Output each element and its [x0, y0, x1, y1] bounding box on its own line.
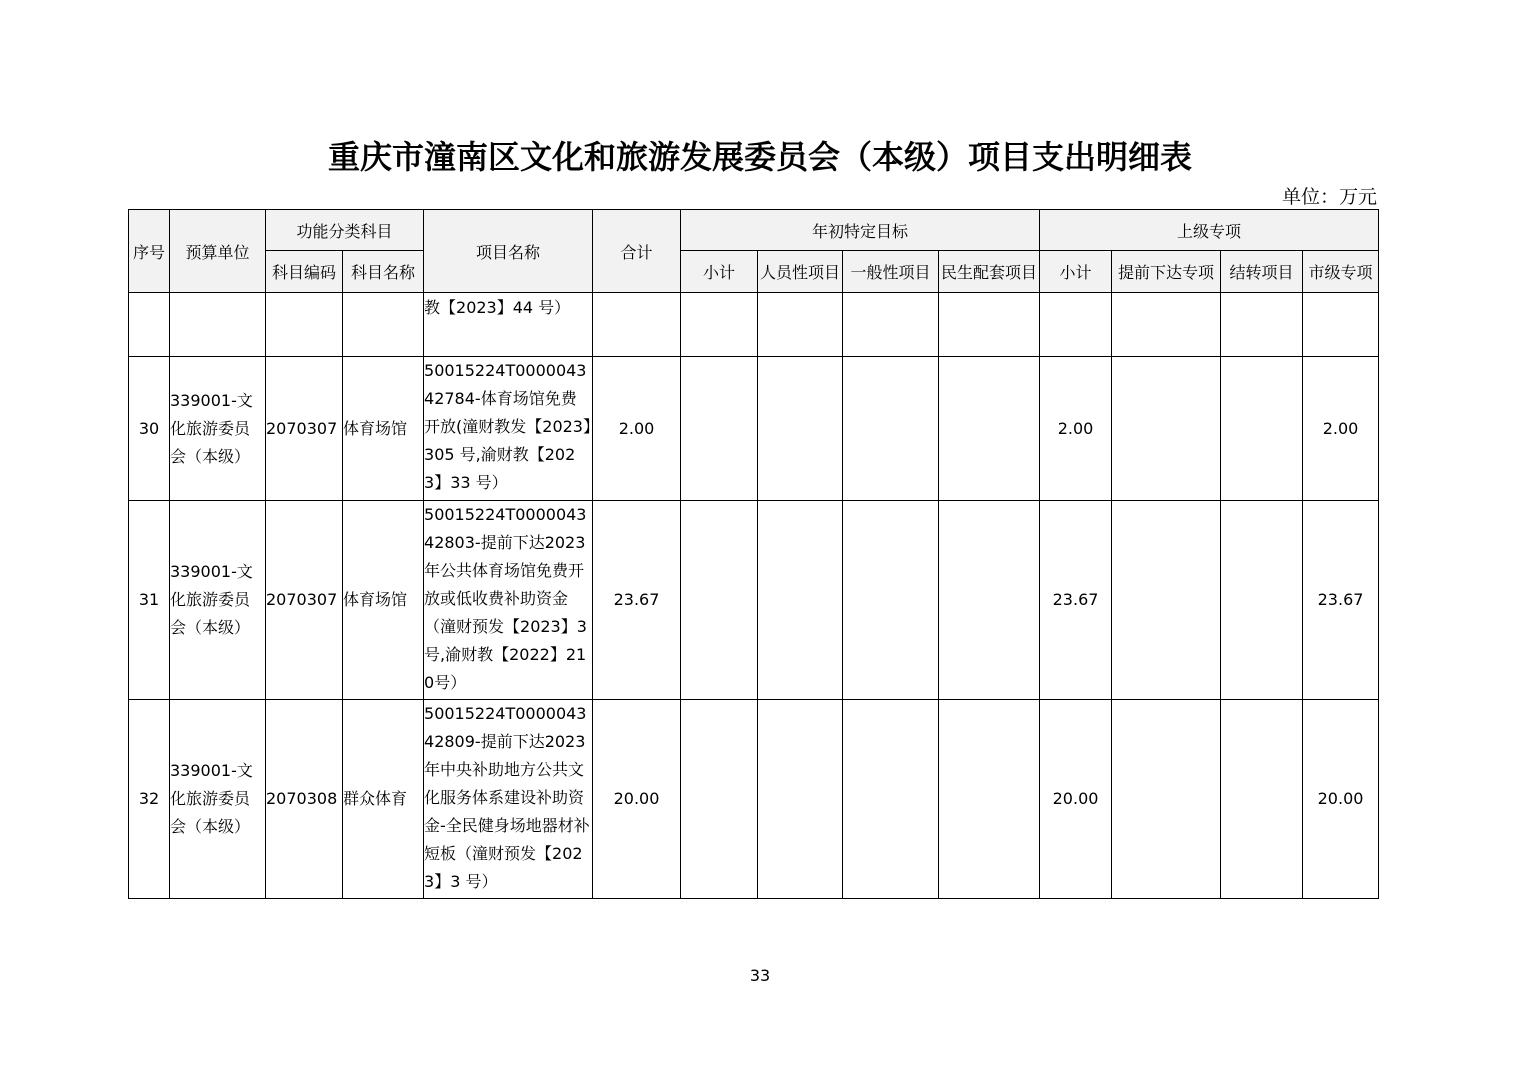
cell-municipal: 20.00 [1303, 700, 1379, 899]
cell-personnel [758, 357, 843, 501]
project-expenditure-table [128, 209, 1379, 899]
cell-annual-subtotal [681, 357, 758, 501]
cell-unit [170, 293, 266, 357]
header-seq: 序号 [129, 210, 170, 293]
cell-livelihood [939, 293, 1040, 357]
page-title: 重庆市潼南区文化和旅游发展委员会（本级）项目支出明细表 [327, 138, 1192, 176]
cell-advance [1112, 357, 1221, 501]
cell-total: 2.00 [593, 357, 681, 501]
header-func-category: 功能分类科目 [266, 210, 424, 251]
cell-superior-subtotal: 23.67 [1040, 501, 1112, 700]
cell-advance [1112, 293, 1221, 357]
cell-project-name: 50015224T000004342809-提前下达2023年中央补助地方公共文化服务体系建设补助资金-全民健身场地器材补短板（潼财预发【2023】3 号） [424, 700, 593, 899]
cell-municipal: 2.00 [1303, 357, 1379, 501]
header-total: 合计 [593, 210, 681, 293]
header-advance: 提前下达专项 [1112, 251, 1221, 293]
table-row [129, 357, 1379, 501]
cell-advance [1112, 501, 1221, 700]
cell-subject: 体育场馆 [343, 357, 424, 501]
header-municipal: 市级专项 [1303, 251, 1379, 293]
cell-code [266, 293, 343, 357]
header-project-name: 项目名称 [424, 210, 593, 293]
cell-unit: 339001-文化旅游委员会（本级） [170, 501, 266, 700]
cell-municipal [1303, 293, 1379, 357]
cell-carryover [1221, 357, 1303, 501]
cell-code: 2070307 [266, 357, 343, 501]
cell-carryover [1221, 293, 1303, 357]
cell-project-name: 教【2023】44 号） [424, 293, 593, 357]
cell-total: 20.00 [593, 700, 681, 899]
header-subject-name: 科目名称 [343, 251, 424, 293]
cell-personnel [758, 293, 843, 357]
cell-municipal: 23.67 [1303, 501, 1379, 700]
header-carryover: 结转项目 [1221, 251, 1303, 293]
cell-general [843, 293, 939, 357]
cell-personnel [758, 501, 843, 700]
cell-general [843, 501, 939, 700]
cell-total [593, 293, 681, 357]
page-number: 33 [749, 966, 771, 985]
header-personnel: 人员性项目 [758, 251, 843, 293]
cell-subject: 群众体育 [343, 700, 424, 899]
header-annual-target: 年初特定目标 [681, 210, 1040, 251]
cell-livelihood [939, 700, 1040, 899]
header-general: 一般性项目 [843, 251, 939, 293]
header-superior-subtotal: 小计 [1040, 251, 1112, 293]
cell-unit: 339001-文化旅游委员会（本级） [170, 357, 266, 501]
cell-code: 2070307 [266, 501, 343, 700]
cell-code: 2070308 [266, 700, 343, 899]
cell-annual-subtotal [681, 501, 758, 700]
header-superior: 上级专项 [1040, 210, 1379, 251]
cell-annual-subtotal [681, 700, 758, 899]
cell-personnel [758, 700, 843, 899]
cell-unit: 339001-文化旅游委员会（本级） [170, 700, 266, 899]
table-row [129, 700, 1379, 899]
cell-superior-subtotal: 20.00 [1040, 700, 1112, 899]
cell-subject [343, 293, 424, 357]
cell-livelihood [939, 357, 1040, 501]
cell-superior-subtotal: 2.00 [1040, 357, 1112, 501]
header-annual-subtotal: 小计 [681, 251, 758, 293]
table-row [129, 293, 1379, 357]
header-subject-code: 科目编码 [266, 251, 343, 293]
cell-general [843, 700, 939, 899]
cell-carryover [1221, 700, 1303, 899]
cell-project-name: 50015224T000004342784-体育场馆免费开放(潼财教发【2023】305 号,渝财教【2023】33 号） [424, 357, 593, 501]
cell-seq: 30 [129, 357, 170, 501]
cell-total: 23.67 [593, 501, 681, 700]
table-row [129, 501, 1379, 700]
cell-project-name: 50015224T000004342803-提前下达2023年公共体育场馆免费开放或低收费补助资金（潼财预发【2023】3号,渝财教【2022】210号） [424, 501, 593, 700]
cell-superior-subtotal [1040, 293, 1112, 357]
cell-carryover [1221, 501, 1303, 700]
unit-label: 单位：万元 [1281, 186, 1377, 208]
cell-seq: 32 [129, 700, 170, 899]
cell-annual-subtotal [681, 293, 758, 357]
cell-seq: 31 [129, 501, 170, 700]
cell-advance [1112, 700, 1221, 899]
cell-seq [129, 293, 170, 357]
cell-livelihood [939, 501, 1040, 700]
cell-subject: 体育场馆 [343, 501, 424, 700]
cell-general [843, 357, 939, 501]
header-livelihood: 民生配套项目 [939, 251, 1040, 293]
header-budget-unit: 预算单位 [170, 210, 266, 293]
